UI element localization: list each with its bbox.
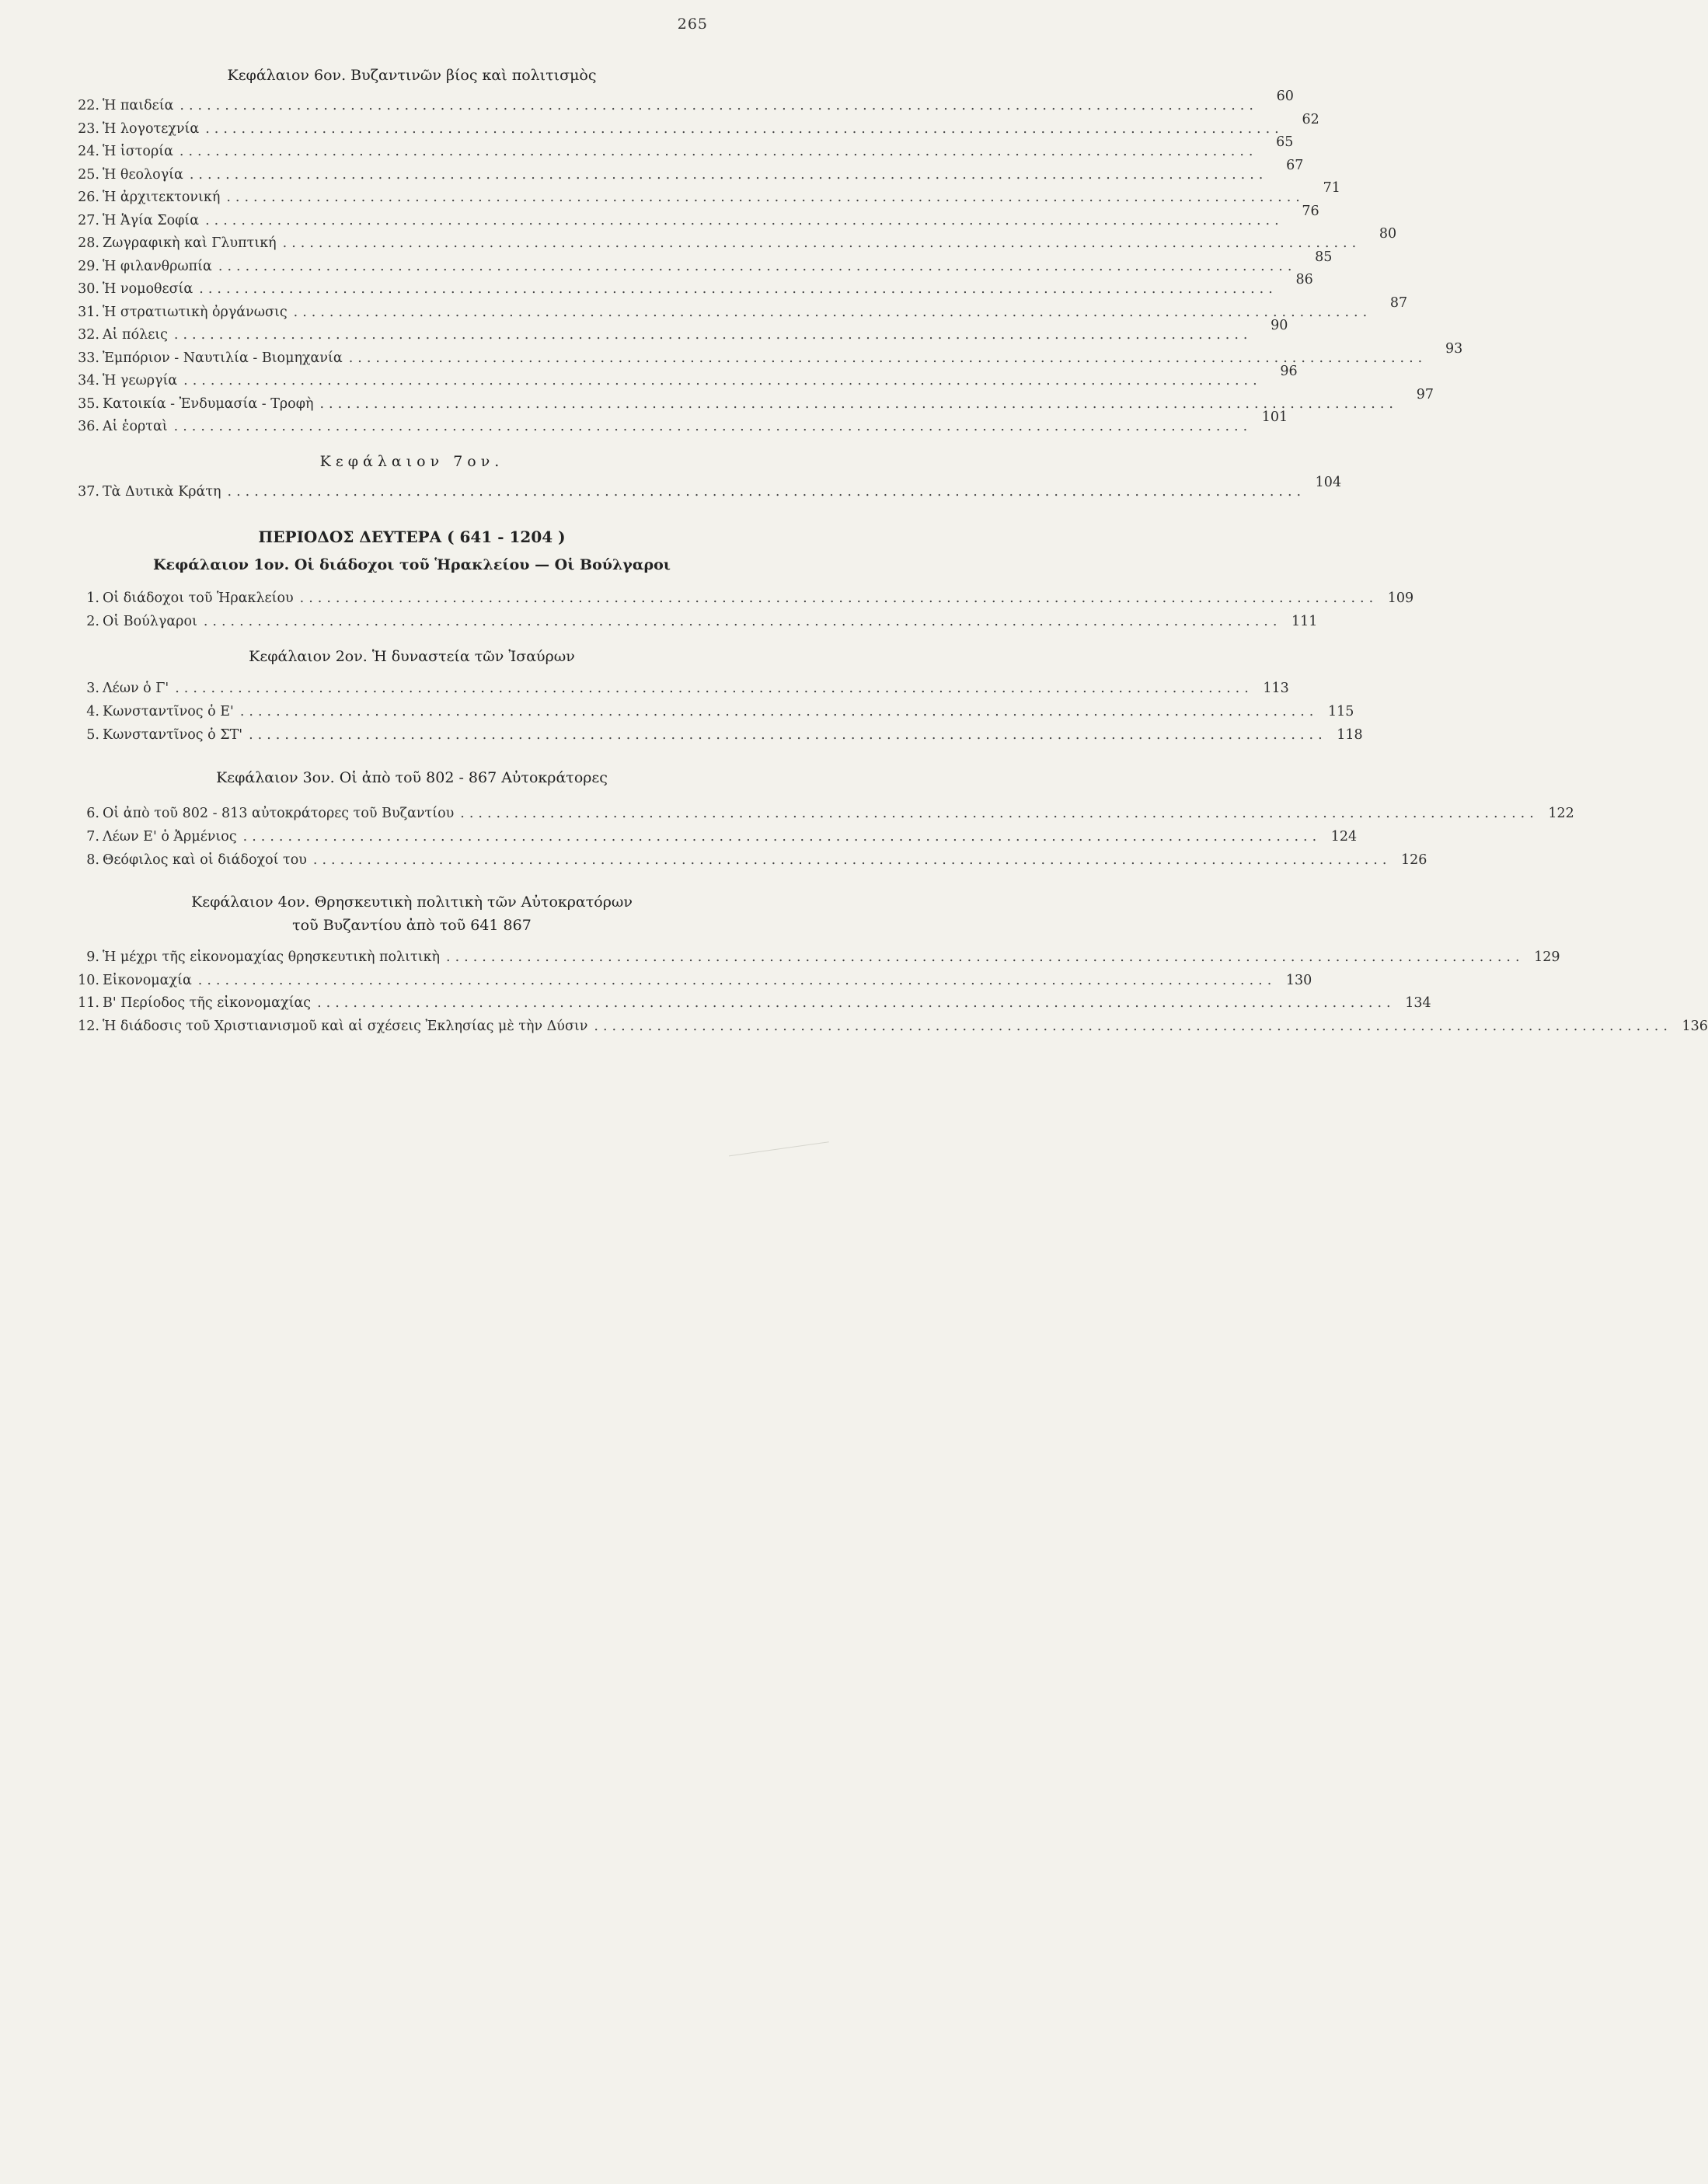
toc-entry-page: 62 xyxy=(1302,111,1319,127)
toc-entry-page: 124 xyxy=(1330,829,1358,845)
toc-entry-number: 5. xyxy=(86,727,99,743)
toc-entry-number: 35. xyxy=(78,395,99,412)
toc-entry-title: Ἡ παιδεία xyxy=(103,98,174,113)
toc-entry-title: Ἡ θεολογία xyxy=(103,166,183,183)
toc-entry xyxy=(71,949,1560,971)
toc-entry-title: Ἡ ἱστορία xyxy=(103,144,173,159)
toc-entry-number: 11. xyxy=(78,995,99,1011)
toc-leader-dots: ........................................................................................................................ xyxy=(594,1018,1672,1034)
toc-leader-dots: ........................................................................................................................ xyxy=(199,281,1278,297)
part2-chapter-3-heading: Κεφάλαιον 3ον. Οἱ ἀπὸ τοῦ 802 - 867 Αὐτοκράτορες xyxy=(216,769,608,786)
toc-leader-dots: ........................................................................................................................ xyxy=(446,949,1525,965)
toc-entry-page: 129 xyxy=(1534,949,1560,965)
toc-leader-dots: ........................................................................................................................ xyxy=(203,614,1282,629)
toc-entry-number: 22. xyxy=(78,98,99,113)
toc-entry-title: Λέων Ε' ὁ Ἀρμένιος xyxy=(103,829,237,845)
toc-entry xyxy=(71,806,1574,827)
part2-chapter-4-heading-line2: τοῦ Βυζαντίου ἀπὸ τοῦ 641 867 xyxy=(292,917,532,934)
toc-entry-page: 115 xyxy=(1327,704,1354,719)
toc-leader-dots: ........................................................................................................................ xyxy=(183,373,1262,388)
paper-scuff xyxy=(729,1141,832,1179)
toc-entry xyxy=(71,475,1342,506)
toc-entry-title: Ἡ ἀρχιτεκτονική xyxy=(103,190,221,205)
toc-entry-number: 1. xyxy=(86,590,99,606)
toc-entry xyxy=(71,972,1312,994)
toc-entry-title: Ἡ μέχρι τῆς εἰκονομαχίας θρησκευτικὴ πολιτικὴ xyxy=(103,949,441,965)
toc-leader-dots: ........................................................................................................................ xyxy=(317,995,1396,1011)
toc-leader-dots: ........................................................................................................................ xyxy=(249,727,1327,743)
toc-entry-number: 32. xyxy=(78,327,99,343)
toc-entry-number: 3. xyxy=(86,681,99,696)
toc-entry-page: 113 xyxy=(1263,681,1289,696)
toc-entry-page: 71 xyxy=(1323,180,1340,196)
toc-entry-number: 27. xyxy=(78,212,99,228)
toc-entry-title: Κατοικία - Ἐνδυμασία - Τροφὴ xyxy=(103,395,314,412)
toc-entry-page: 136 xyxy=(1682,1018,1708,1034)
toc-entry-title: Αἱ πόλεις xyxy=(103,327,168,343)
toc-entry-number: 28. xyxy=(78,235,99,251)
period-heading: ΠΕΡΙΟΔΟΣ ΔΕΥΤΕΡΑ ( 641 - 1204 ) xyxy=(258,528,566,546)
toc-entry-page: 60 xyxy=(1276,89,1294,104)
toc-entry-page: 109 xyxy=(1387,590,1414,606)
toc-entry-number: 23. xyxy=(78,120,99,137)
toc-entry-title: Αἱ ἑορταὶ xyxy=(103,419,168,434)
toc-entry-title: Οἱ Βούλγαροι xyxy=(103,614,197,629)
toc-entry-title: Ἡ στρατιωτικὴ ὀργάνωσις xyxy=(103,304,288,320)
toc-entry-title: Ἡ διάδοσις τοῦ Χριστιανισμοῦ καὶ αἱ σχέσεις Ἐκλησίας μὲ τὴν Δύσιν xyxy=(103,1018,588,1034)
toc-leader-dots: ........................................................................................................................ xyxy=(293,304,1372,320)
toc-entry-title: Ἡ Ἁγία Σοφία xyxy=(103,212,200,228)
toc-entry xyxy=(71,727,1363,749)
toc-entry xyxy=(71,409,1288,441)
part2-chapter-2-heading: Κεφάλαιον 2ον. Ἡ δυναστεία τῶν Ἰσαύρων xyxy=(249,648,575,665)
part2-chapter-4-heading-line1: Κεφάλαιον 4ον. Θρησκευτικὴ πολιτικὴ τῶν Αὐτοκρατόρων xyxy=(191,893,633,911)
toc-entry-number: 29. xyxy=(78,258,99,274)
toc-leader-dots: ........................................................................................................................ xyxy=(460,806,1539,821)
toc-entry xyxy=(71,852,1427,874)
toc-entry xyxy=(71,829,1358,851)
toc-entry-title: Οἱ ἀπὸ τοῦ 802 - 813 αὐτοκράτορες τοῦ Βυζαντίου xyxy=(103,806,455,821)
toc-entry-number: 6. xyxy=(86,806,99,821)
toc-entry-page: 93 xyxy=(1445,340,1463,357)
toc-entry-page: 87 xyxy=(1389,294,1408,311)
toc-entry-number: 31. xyxy=(78,304,99,320)
toc-entry xyxy=(71,157,1304,189)
toc-entry xyxy=(71,704,1354,726)
toc-leader-dots: ........................................................................................................................ xyxy=(205,212,1284,228)
toc-leader-dots: ........................................................................................................................ xyxy=(175,681,1253,696)
toc-leader-dots: ........................................................................................................................ xyxy=(173,327,1253,343)
toc-leader-dots: ........................................................................................................................ xyxy=(197,972,1277,988)
toc-leader-dots: ........................................................................................................................ xyxy=(299,590,1379,606)
toc-entry xyxy=(71,203,1319,235)
toc-entry-page: 118 xyxy=(1337,727,1363,743)
toc-leader-dots: ........................................................................................................................ xyxy=(189,166,1268,183)
toc-entry-page: 65 xyxy=(1276,134,1294,150)
toc-entry-page: 80 xyxy=(1379,226,1397,242)
toc-leader-dots: ........................................................................................................................ xyxy=(239,704,1319,719)
toc-entry-title: Οἱ διάδοχοι τοῦ Ἡρακλείου xyxy=(103,590,294,606)
toc-entry-page: 111 xyxy=(1291,614,1318,629)
toc-entry-page: 85 xyxy=(1315,249,1333,265)
toc-entry xyxy=(71,364,1298,395)
toc-entry-title: Ἐμπόριον - Ναυτιλία - Βιομηχανία xyxy=(103,350,343,366)
toc-entry-number: 37. xyxy=(78,484,99,500)
toc-entry-page: 104 xyxy=(1315,475,1342,490)
toc-entry xyxy=(71,1018,1708,1040)
toc-leader-dots: ........................................................................................................................ xyxy=(179,144,1258,159)
toc-leader-dots: ........................................................................................................................ xyxy=(242,829,1322,845)
toc-leader-dots: ........................................................................................................................ xyxy=(312,852,1392,868)
toc-entry xyxy=(71,681,1289,702)
chapter-7-heading: Κεφάλαιον 7ον. xyxy=(319,453,504,470)
toc-entry-number: 10. xyxy=(78,972,99,988)
toc-leader-dots: ........................................................................................................................ xyxy=(180,98,1258,113)
toc-entry-number: 9. xyxy=(86,949,99,965)
toc-entry xyxy=(71,995,1431,1017)
toc-entry-number: 2. xyxy=(86,614,99,629)
toc-entry-number: 24. xyxy=(78,144,99,159)
toc-entry-number: 26. xyxy=(78,190,99,205)
toc-leader-dots: ........................................................................................................................ xyxy=(319,395,1398,412)
toc-entry-title: Ἡ γεωργία xyxy=(103,373,178,388)
toc-entry xyxy=(71,134,1294,165)
toc-entry-title: Ζωγραφικὴ καὶ Γλυπτική xyxy=(103,235,277,251)
toc-entry-number: 36. xyxy=(78,419,99,434)
toc-entry-page: 90 xyxy=(1271,318,1288,333)
toc-entry-title: Τὰ Δυτικὰ Κράτη xyxy=(103,484,221,500)
toc-entry-number: 30. xyxy=(78,281,99,297)
toc-leader-dots: ........................................................................................................................ xyxy=(282,235,1361,251)
toc-entry-number: 34. xyxy=(78,373,99,388)
toc-leader-dots: ........................................................................................................................ xyxy=(226,190,1305,205)
toc-leader-dots: ........................................................................................................................ xyxy=(205,120,1284,137)
toc-entry-title: Θεόφιλος καὶ οἱ διάδοχοί του xyxy=(103,852,307,868)
toc-entry-page: 76 xyxy=(1302,203,1319,219)
toc-leader-dots: ........................................................................................................................ xyxy=(348,350,1427,366)
toc-entry-title: Κωνσταντῖνος ὁ ΣΤ' xyxy=(103,727,243,743)
toc-leader-dots: ........................................................................................................................ xyxy=(227,484,1306,500)
toc-entry-number: 12. xyxy=(78,1018,99,1034)
toc-leader-dots: ........................................................................................................................ xyxy=(173,419,1253,434)
toc-entry-title: Ἡ λογοτεχνία xyxy=(103,120,200,137)
toc-entry-page: 86 xyxy=(1295,272,1313,287)
toc-entry xyxy=(71,272,1313,303)
toc-entry-number: 33. xyxy=(78,350,99,366)
toc-entry-title: Εἰκονομαχία xyxy=(103,972,192,988)
toc-entry-number: 8. xyxy=(86,852,99,868)
toc-entry xyxy=(71,590,1414,612)
toc-entry-number: 4. xyxy=(86,704,99,719)
toc-entry-page: 97 xyxy=(1416,386,1434,402)
toc-entry-title: Ἡ νομοθεσία xyxy=(103,281,193,297)
toc-entry-page: 126 xyxy=(1401,852,1427,868)
chapter-6-heading: Κεφάλαιον 6ον. Βυζαντινῶν βίος καὶ πολιτισμὸς xyxy=(227,67,597,84)
toc-entry-page: 96 xyxy=(1280,364,1298,379)
toc-entry-number: 25. xyxy=(78,166,99,183)
toc-entry-title: Λέων ὁ Γ' xyxy=(103,681,169,696)
page-number: 265 xyxy=(677,16,708,33)
toc-entry-page: 67 xyxy=(1286,157,1304,173)
toc-entry-page: 101 xyxy=(1261,409,1288,425)
toc-entry-page: 130 xyxy=(1285,972,1312,988)
toc-entry-page: 134 xyxy=(1405,995,1431,1011)
toc-leader-dots: ........................................................................................................................ xyxy=(218,258,1297,274)
part2-chapter-1-heading: Κεφάλαιον 1ον. Οἱ διάδοχοι τοῦ Ἡρακλείου — Οἱ Βούλγαροι xyxy=(153,556,671,573)
toc-entry xyxy=(71,89,1294,120)
toc-entry-title: Ἡ φιλανθρωπία xyxy=(103,258,212,274)
toc-entry-page: 122 xyxy=(1548,806,1574,821)
toc-entry-title: Β' Περίοδος τῆς εἰκονομαχίας xyxy=(103,995,312,1011)
toc-entry xyxy=(71,614,1318,636)
toc-entry xyxy=(71,318,1288,349)
toc-entry-number: 7. xyxy=(86,829,99,845)
toc-entry-title: Κωνσταντῖνος ὁ Ε' xyxy=(103,704,234,719)
